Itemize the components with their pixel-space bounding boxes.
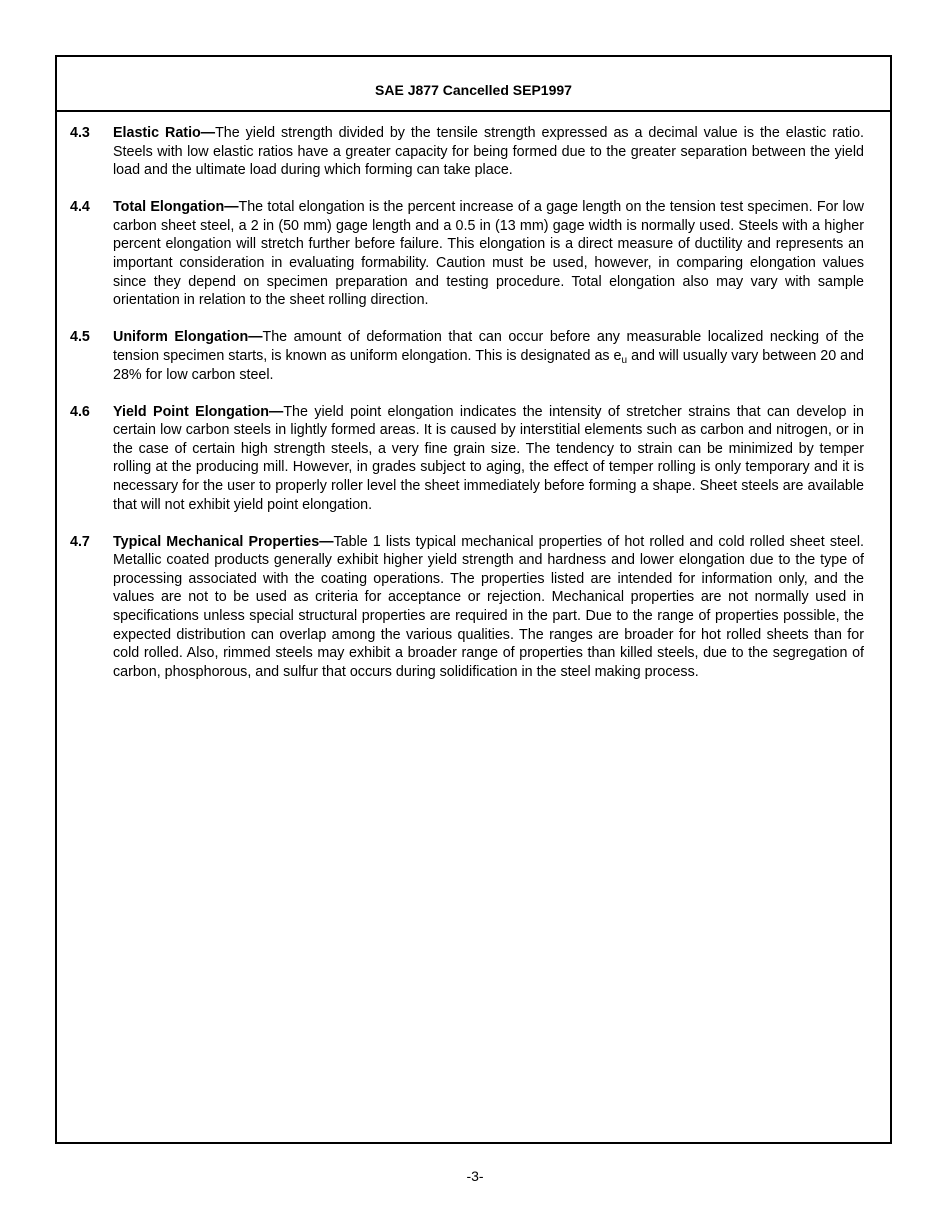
document-body [57,112,890,681]
document-title: SAE J877 Cancelled SEP1997 [375,81,572,98]
page-number: -3- [466,1168,484,1184]
section-number: 4.4 [70,199,90,216]
section-text-before: The amount of deformation that can occur before any measurable localized necking of the tension specimen starts, is known as uniform elongation. This is designated as e [113,329,864,364]
section-text-after: and will usually vary between 20 and 28% for low carbon steel. [113,347,865,383]
section-term: Typical Mechanical Properties— [113,533,334,550]
section-paragraph [113,124,864,180]
section-4-7 [70,533,864,682]
section-4-5 [70,328,864,384]
page-frame [55,55,892,1144]
section-term: Uniform Elongation— [113,329,263,346]
section-4-4 [70,198,864,310]
section-term: Total Elongation— [113,199,239,216]
section-paragraph [113,328,864,384]
section-4-3 [70,124,864,180]
document-header [57,57,890,112]
section-text: The total elongation is the percent increase of a gage length on the tension test specimen. For low carbon sheet steel, a 2 in (50 mm) gage length and a 0.5 in (13 mm) gage width is normally used. Steels with a higher percent elongation will stretch further before failure. This elongation is a direct measure of ductility and represents an important consideration in evaluating formability. Caution must be used, however, in comparing elongation values since they depend on specimen preparation and testing procedure. Total elongation also may vary with sample orientation in relation to the sheet rolling direction. [113,199,864,309]
subscript: u [621,354,628,366]
section-text: The yield point elongation indicates the intensity of stretcher strains that can develop in certain low carbon steels in lightly formed areas. It is caused by interstitial elements such as carbon and nitrogen, or in the case of certain high strength steels, a very fine grain size. The tendency to strain can be minimized by temper rolling at the producing mill. However, in grades subject to aging, the effect of temper rolling is only temporary and it is necessary for the user to properly roller level the sheet immediately before forming a shape. Sheet steels are available that will not exhibit yield point elongation. [113,403,865,513]
section-paragraph [113,198,864,310]
section-text: The yield strength divided by the tensile strength expressed as a decimal value is the elastic ratio. Steels with low elastic ratios have a greater capacity for being formed due to the greater separation between the yield load and the ultimate load during which forming can take place. [113,125,865,179]
section-4-6 [70,403,864,515]
section-text: Table 1 lists typical mechanical properties of hot rolled and cold rolled sheet steel. Metallic coated products generally exhibit higher yield strength and hardness and lower elongation due to the type of processing associated with the coating operations. The properties listed are intended for information only, and the values are not to be used as criteria for acceptance or rejection. Mechanical properties are not normally used in specifications unless special structural properties are required in the part. Due to the range of properties possible, the expected distribution can overlap among the various qualities. The ranges are broader for hot rolled sheets than for cold rolled. Also, rimmed steels may exhibit a broader range of properties than killed steels, due to the segregation of carbon, phosphorous, and sulfur that occurs during solidification in the steel making process. [113,533,864,680]
section-paragraph [113,403,864,515]
section-number: 4.7 [70,533,90,550]
section-paragraph [113,533,864,682]
section-number: 4.6 [70,403,90,420]
section-term: Elastic Ratio— [113,125,216,141]
section-number: 4.3 [70,125,90,141]
section-term: Yield Point Elongation— [113,403,284,420]
section-number: 4.5 [70,329,90,346]
